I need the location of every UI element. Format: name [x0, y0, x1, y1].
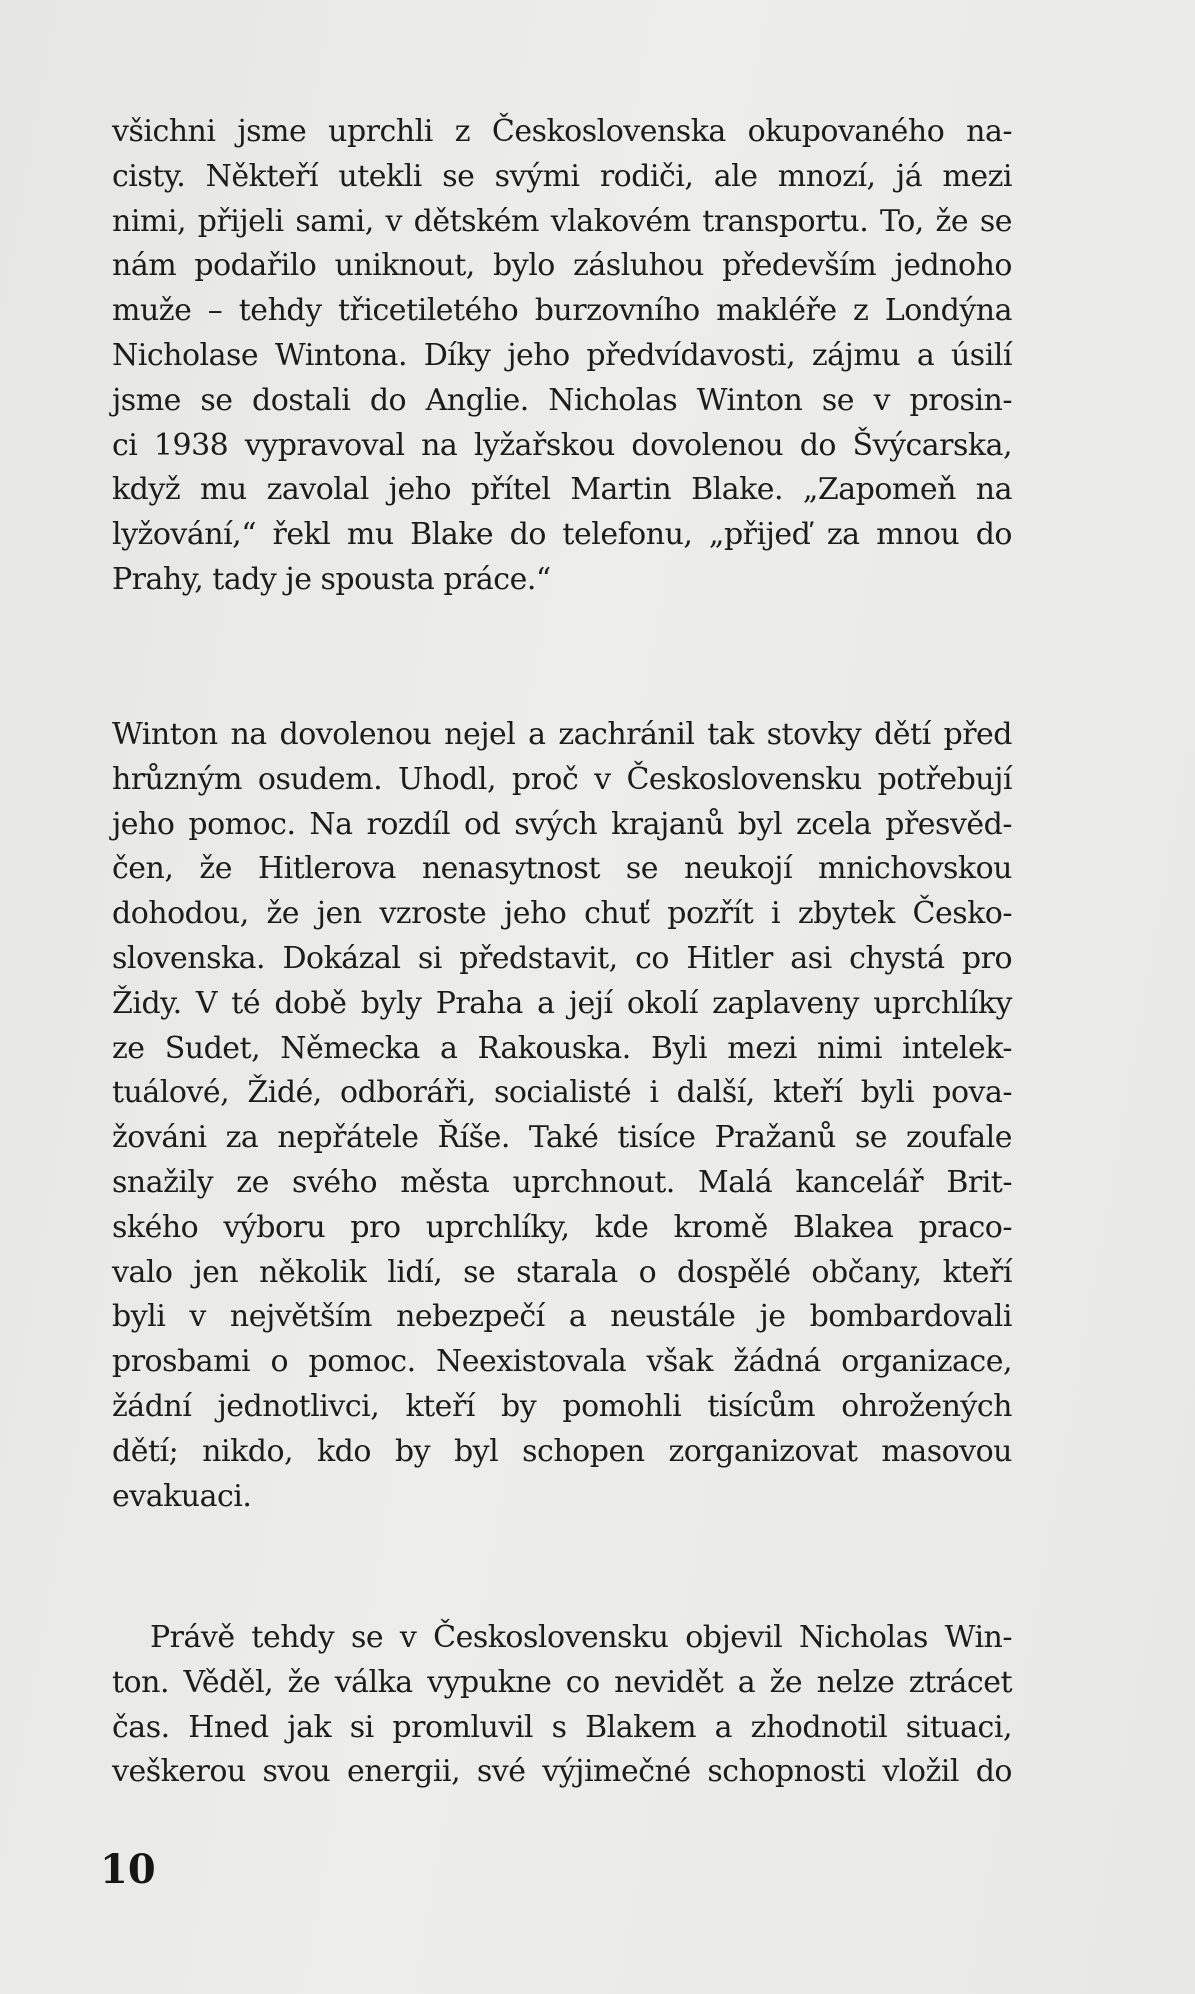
text-line: veškerou svou energii, své výjimečné schopnosti vložil do: [112, 1754, 1012, 1790]
text-line: nimi, přijeli sami, v dětském vlakovém transportu. To, že se: [112, 203, 1012, 239]
text-line: valo jen několik lidí, se starala o dospělé občany, kteří: [112, 1254, 1012, 1290]
text-line: čas. Hned jak si promluvil s Blakem a zhodnotil situaci,: [112, 1709, 1012, 1745]
text-line: dohodou, že jen vzroste jeho chuť pozřít i zbytek Česko-: [112, 896, 1012, 932]
text-line: slovenska. Dokázal si představit, co Hitler asi chystá pro: [112, 940, 1012, 976]
text-line: Prahy, tady je spousta práce.“: [112, 561, 551, 597]
text-line: dětí; nikdo, kdo by byl schopen zorganizovat masovou: [112, 1433, 1012, 1469]
text-line: prosbami o pomoc. Neexistovala však žádná organizace,: [112, 1344, 1012, 1380]
text-line: ského výboru pro uprchlíky, kde kromě Blakea praco-: [112, 1209, 1012, 1245]
text-line: ze Sudet, Německa a Rakouska. Byli mezi nimi intelek-: [112, 1030, 1012, 1066]
text-line: hrůzným osudem. Uhodl, proč v Československu potřebují: [112, 761, 1012, 797]
text-line: nám podařilo uniknout, bylo zásluhou především jednoho: [112, 248, 1012, 284]
paragraph-3: [112, 1616, 1012, 1795]
text-line: čen, že Hitlerova nenasytnost se neukojí mnichovskou: [112, 851, 1012, 887]
page-number: 10: [100, 1846, 156, 1893]
text-line: Winton na dovolenou nejel a zachránil tak stovky dětí před: [112, 717, 1012, 752]
text-line: byli v největším nebezpečí a neustále je bombardovali: [112, 1299, 1012, 1335]
text-line: tuálové, Židé, odboráři, socialisté i další, kteří byli pova-: [112, 1075, 1012, 1111]
text-line: ci 1938 vypravoval na lyžařskou dovolenou do Švýcarska,: [112, 427, 1012, 463]
text-line: Právě tehdy se v Československu objevil Nicholas Win-: [150, 1620, 1012, 1655]
text-line: Židy. V té době byly Praha a její okolí zaplaveny uprchlíky: [112, 985, 1012, 1021]
text-line: jsme se dostali do Anglie. Nicholas Winton se v prosin-: [112, 382, 1012, 418]
paragraph-2: [112, 713, 1012, 1519]
text-line: jeho pomoc. Na rozdíl od svých krajanů byl zcela přesvěd-: [112, 806, 1012, 842]
paragraph-1: [112, 110, 1012, 603]
text-line: evakuaci.: [112, 1478, 252, 1514]
text-line: ton. Věděl, že válka vypukne co nevidět a že nelze ztrácet: [112, 1664, 1012, 1700]
text-line: všichni jsme uprchli z Československa okupovaného na-: [112, 114, 1012, 149]
text-line: žádní jednotlivci, kteří by pomohli tisícům ohrožených: [112, 1388, 1012, 1424]
text-line: Nicholase Wintona. Díky jeho předvídavosti, zájmu a úsilí: [112, 337, 1012, 373]
text-line: cisty. Někteří utekli se svými rodiči, ale mnozí, já mezi: [112, 158, 1012, 194]
text-line: muže – tehdy třicetiletého burzovního makléře z Londýna: [112, 293, 1012, 329]
text-line: snažily ze svého města uprchnout. Malá kancelář Brit-: [112, 1164, 1012, 1200]
text-line: když mu zavolal jeho přítel Martin Blake. „Zapomeň na: [112, 472, 1012, 508]
text-line: žováni za nepřátele Říše. Také tisíce Pražanů se zoufale: [112, 1120, 1012, 1156]
text-line: lyžování,“ řekl mu Blake do telefonu, „přijeď za mnou do: [112, 517, 1012, 553]
